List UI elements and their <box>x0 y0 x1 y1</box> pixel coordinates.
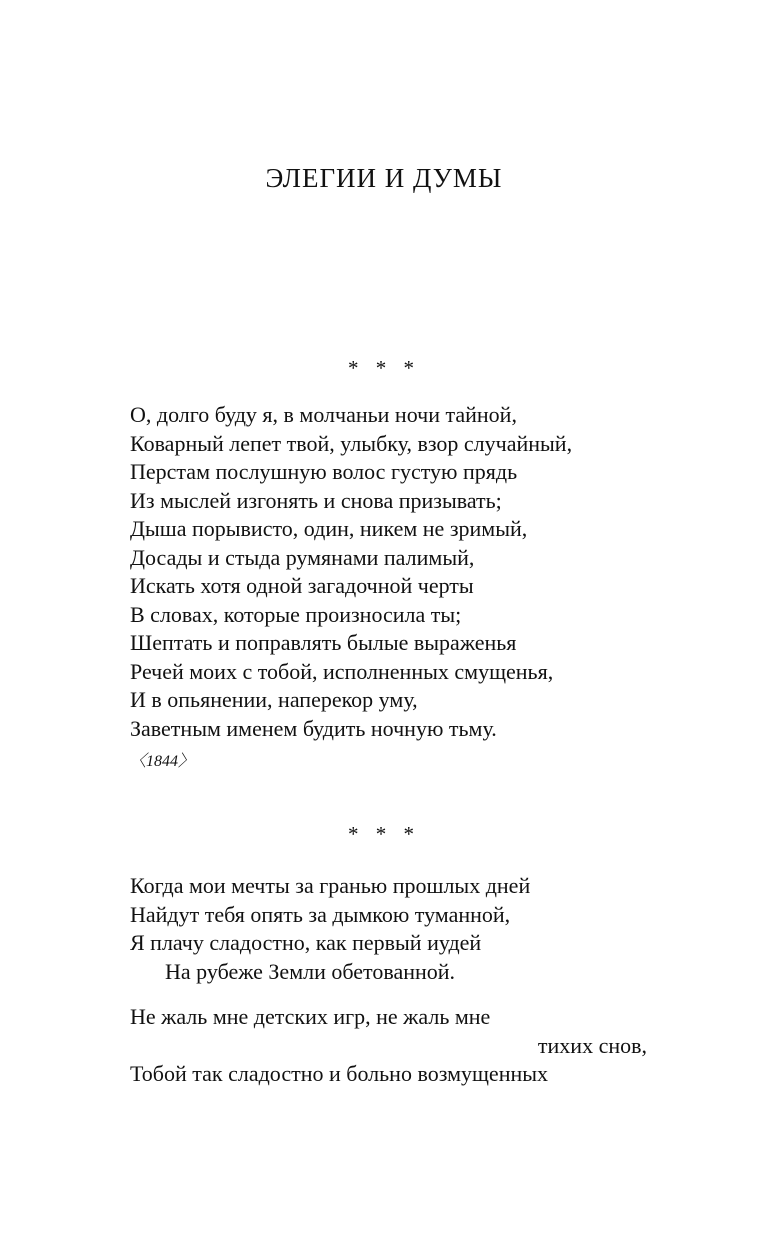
poem-separator: * * * <box>348 356 420 380</box>
poem-line-carryover: тихих снов, <box>537 1032 647 1058</box>
poem-line: В словах, которые произносила ты; <box>130 601 462 627</box>
poem-line: Найдут тебя опять за дымкою туманной, <box>130 901 511 927</box>
section-title: ЭЛЕГИИ И ДУМЫ <box>265 163 503 193</box>
poem-line: Не жаль мне детских игр, не жаль мне <box>130 1004 491 1029</box>
poem-line: Когда мои мечты за гранью прошлых дней <box>130 873 531 898</box>
poem-line: Тобой так сладостно и больно возмущенных <box>130 1061 549 1086</box>
poem-line: Искать хотя одной загадочной черты <box>130 573 474 598</box>
poem-date: 〈1844〉 <box>130 753 195 770</box>
poem-2-stanza-1 <box>130 872 690 986</box>
poem-line: Речей моих с тобой, исполненных смущенья, <box>130 658 554 684</box>
poem-separator: * * * <box>348 822 420 846</box>
poem-line: Дыша порывисто, один, никем не зримый, <box>130 516 528 541</box>
poem-line: Коварный лепет твой, улыбку, взор случайный, <box>130 430 573 456</box>
poem-line: Заветным именем будить ночную тьму. <box>130 715 497 741</box>
poem-1 <box>130 401 690 743</box>
poem-line-indented: На рубеже Земли обетованной. <box>165 958 456 984</box>
poem-line: Досады и стыда румянами палимый, <box>130 544 475 570</box>
poem-line: Шептать и поправлять былые выраженья <box>130 630 517 655</box>
poem-line: Из мыслей изгонять и снова призывать; <box>130 487 502 513</box>
poem-line: Перстам послушную волос густую прядь <box>130 459 518 484</box>
poem-line: И в опьянении, наперекор уму, <box>130 687 418 712</box>
poem-line: Я плачу сладостно, как первый иудей <box>130 930 482 955</box>
poem-2-stanza-2 <box>130 1003 690 1089</box>
poem-line: О, долго буду я, в молчаньи ночи тайной, <box>130 402 517 427</box>
